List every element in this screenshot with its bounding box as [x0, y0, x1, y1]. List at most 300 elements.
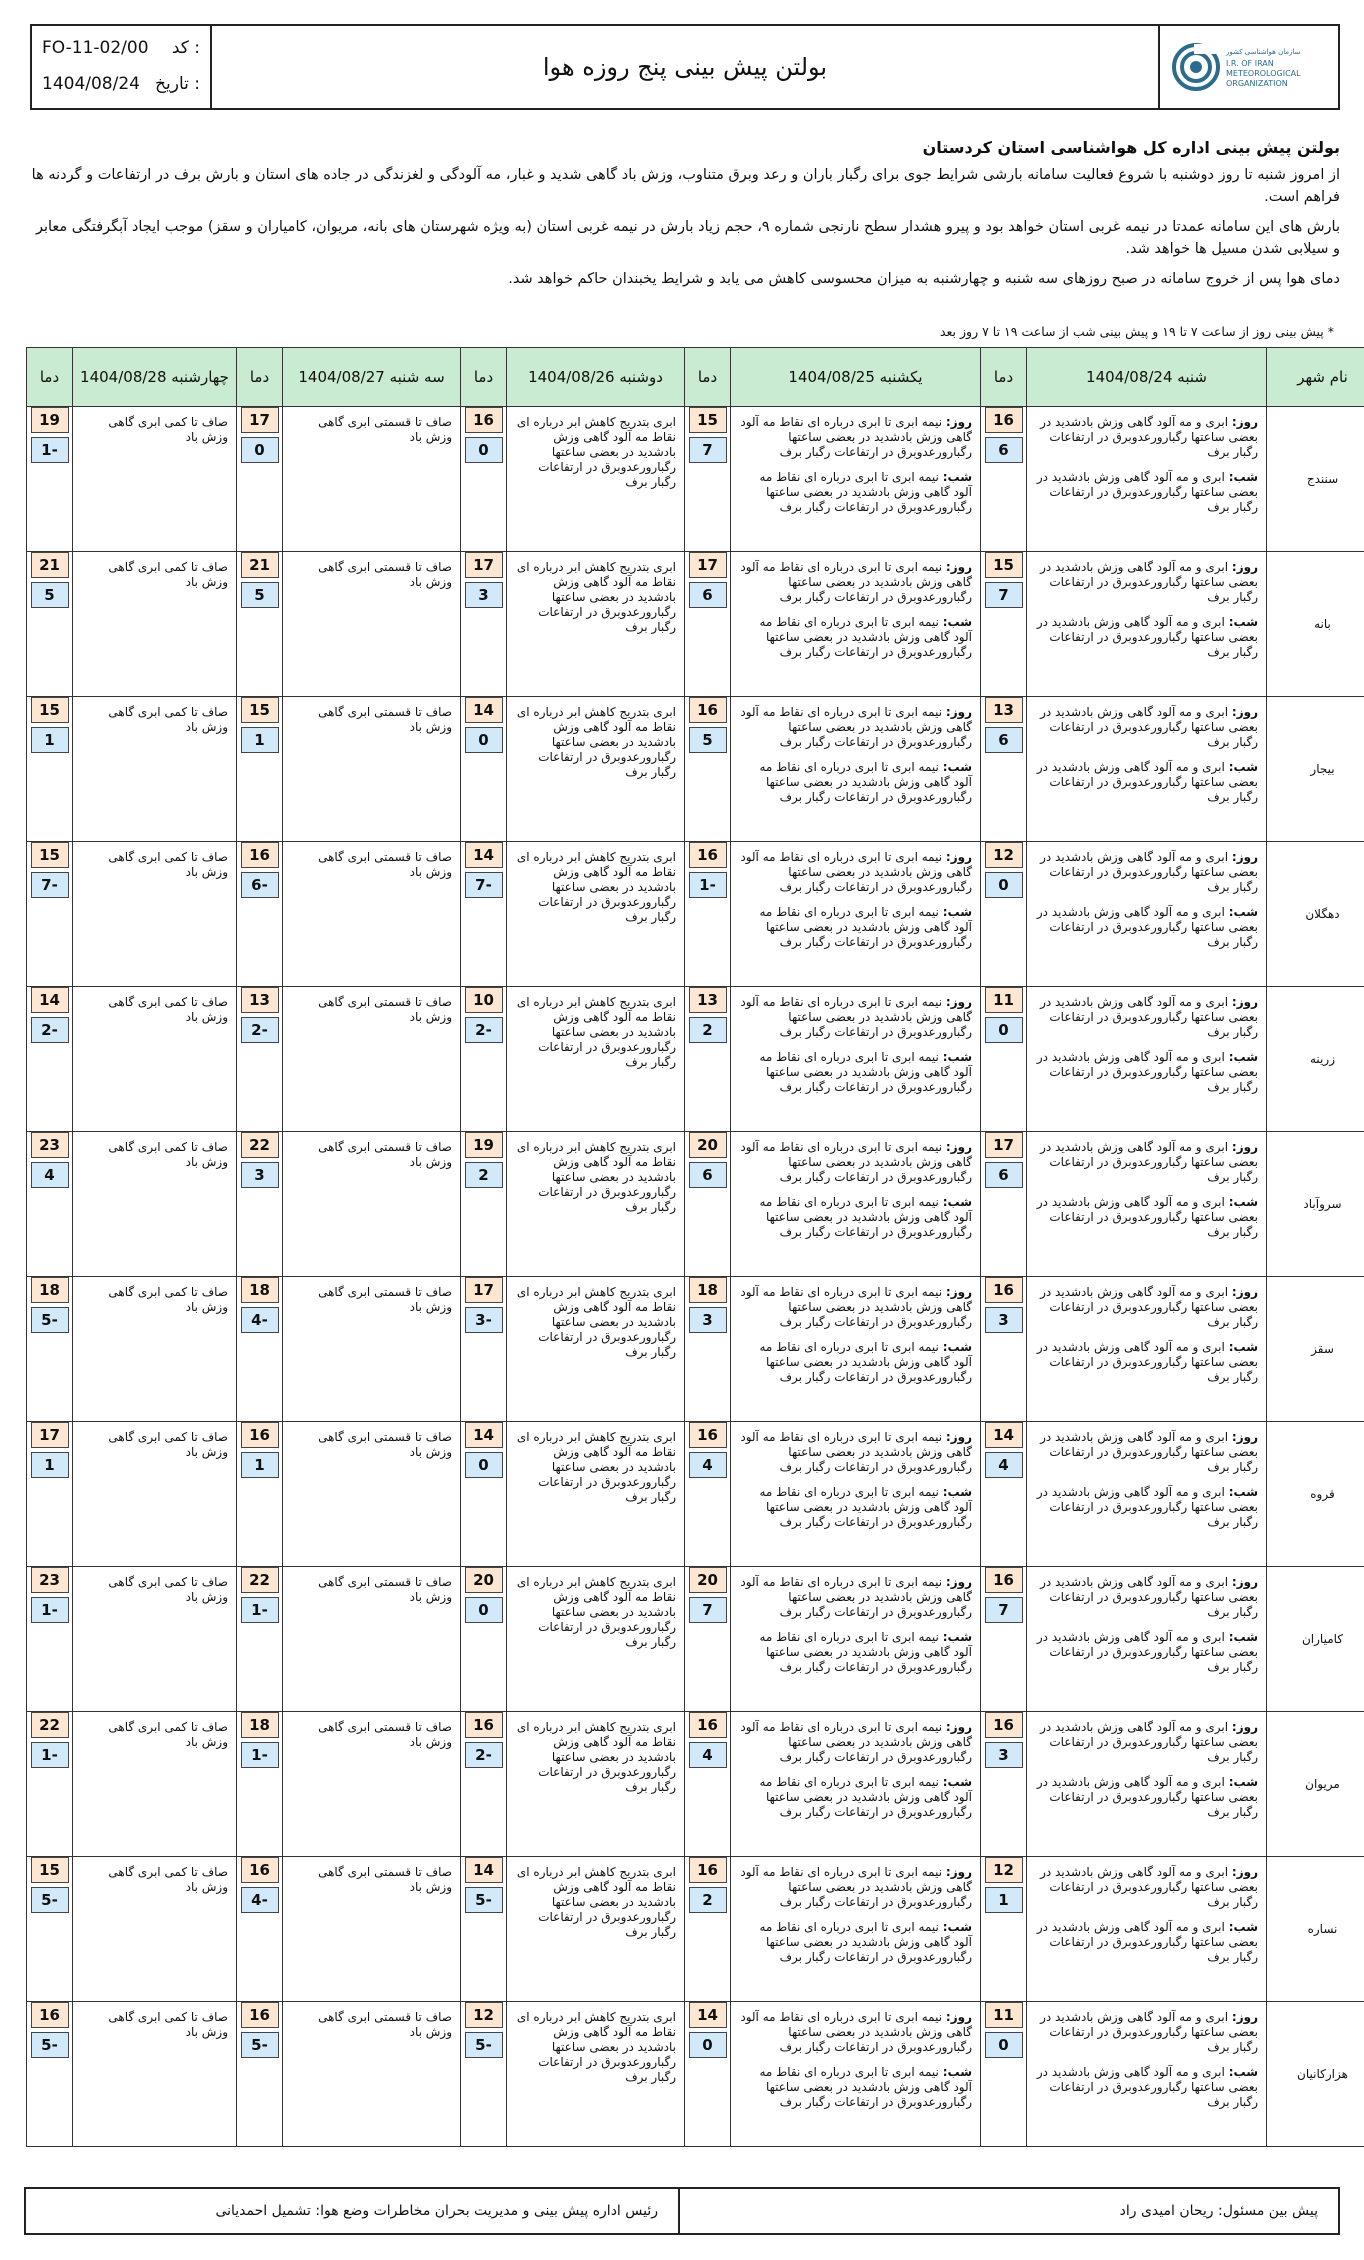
- logo-text-3: ORGANIZATION: [1226, 79, 1288, 88]
- temp-cell: [461, 987, 507, 1132]
- day-forecast: [1035, 850, 1258, 895]
- max-temp: 14: [465, 697, 503, 723]
- night-forecast: [1035, 1340, 1258, 1385]
- table-row: [27, 842, 1364, 987]
- forecast-cell: [73, 987, 237, 1132]
- forecast-text: صاف تا کمی ابری گاهی وزش باد: [108, 560, 228, 589]
- temp-cell: [461, 1277, 507, 1422]
- min-temp: -1: [31, 437, 69, 463]
- min-temp: 6: [985, 437, 1023, 463]
- forecast-text: صاف تا قسمتی ابری گاهی وزش باد: [318, 1865, 452, 1894]
- forecast-cell: [73, 1857, 237, 2002]
- night-forecast: [739, 1195, 972, 1240]
- max-temp: 13: [689, 987, 727, 1013]
- min-temp: 3: [689, 1307, 727, 1333]
- min-temp: 6: [985, 1162, 1023, 1188]
- forecast-text: صاف تا قسمتی ابری گاهی وزش باد: [318, 560, 452, 589]
- max-temp: 16: [31, 2002, 69, 2028]
- max-temp: 18: [241, 1277, 279, 1303]
- min-temp: -2: [31, 1017, 69, 1043]
- night-forecast: [739, 2065, 972, 2110]
- col-temp-3: دما: [461, 348, 507, 407]
- day-text: ابری و مه آلود گاهی وزش بادشدید در بعضی ساعتها رگبارورعدوبرق در ارتفاعات رگبار برف: [1040, 2010, 1258, 2054]
- col-day-5: چهارشنبه 1404/08/28: [73, 348, 237, 407]
- intro-paragraph-3: دمای هوا پس از خروج سامانه در صبح روزهای سه شنبه و چهارشنبه به میزان محسوسی کاهش می یابد و شرایط یخبندان حاکم خواهد شد.: [508, 271, 1340, 287]
- min-temp: -5: [31, 1887, 69, 1913]
- min-temp: -1: [241, 1742, 279, 1768]
- min-temp: 7: [689, 437, 727, 463]
- min-temp: -1: [31, 1742, 69, 1768]
- max-temp: 17: [465, 552, 503, 578]
- forecast-cell: [1027, 1277, 1267, 1422]
- forecast-text: صاف تا قسمتی ابری گاهی وزش باد: [318, 1140, 452, 1169]
- day-label: روز:: [945, 1430, 972, 1444]
- max-temp: 23: [31, 1567, 69, 1593]
- city-name: مریوان: [1267, 1712, 1364, 1857]
- city-name: نساره: [1267, 1857, 1364, 2002]
- night-label: شب:: [1228, 1485, 1258, 1499]
- forecast-cell: [283, 1422, 461, 1567]
- day-forecast: [739, 850, 972, 895]
- max-temp: 17: [689, 552, 727, 578]
- city-name: زرینه: [1267, 987, 1364, 1132]
- table-row: [27, 987, 1364, 1132]
- night-forecast: [739, 1920, 972, 1965]
- day-label: روز:: [945, 2010, 972, 2024]
- day-forecast: [1035, 995, 1258, 1040]
- city-name: قروه: [1267, 1422, 1364, 1567]
- temp-cell: [27, 1277, 73, 1422]
- night-label: شب:: [1228, 1195, 1258, 1209]
- day-label: روز:: [945, 705, 972, 719]
- forecast-cell: [283, 407, 461, 552]
- night-text: نیمه ابری تا ابری درباره ای نقاط مه آلود گاهی وزش بادشدید در بعضی ساعتها رگبارورعدوبرق در ارتفاعات رگبار برف: [759, 1050, 972, 1094]
- forecast-cell: [73, 1712, 237, 1857]
- temp-cell: [981, 987, 1027, 1132]
- day-label: روز:: [1231, 995, 1258, 1009]
- temp-cell: [237, 1132, 283, 1277]
- bulletin-header: [30, 24, 1340, 110]
- temp-cell: [685, 552, 731, 697]
- day-label: روز:: [945, 1285, 972, 1299]
- forecast-cell: [507, 1277, 685, 1422]
- temp-cell: [981, 552, 1027, 697]
- forecast-text: صاف تا کمی ابری گاهی وزش باد: [108, 850, 228, 879]
- temp-cell: [237, 552, 283, 697]
- city-name: هزارکانیان: [1267, 2002, 1364, 2147]
- day-text: نیمه ابری تا ابری درباره ای نقاط مه آلود گاهی وزش بادشدید در بعضی ساعتها رگبارورعدوبرق در ارتفاعات رگبار برف: [740, 2010, 972, 2054]
- min-temp: 6: [985, 727, 1023, 753]
- max-temp: 16: [241, 1857, 279, 1883]
- forecast-text: ابری بتدریج کاهش ابر درباره ای نقاط مه آلود گاهی وزش بادشدید در بعضی ساعتها رگبارورعدوبرق در ارتفاعات رگبار برف: [516, 560, 676, 634]
- day-forecast: [1035, 1430, 1258, 1475]
- max-temp: 11: [985, 987, 1023, 1013]
- temp-cell: [685, 987, 731, 1132]
- day-label: روز:: [1231, 415, 1258, 429]
- forecast-cell: [731, 842, 981, 987]
- max-temp: 16: [689, 842, 727, 868]
- max-temp: 16: [241, 1422, 279, 1448]
- forecast-cell: [73, 1132, 237, 1277]
- min-temp: 4: [985, 1452, 1023, 1478]
- max-temp: 13: [985, 697, 1023, 723]
- forecast-text: صاف تا قسمتی ابری گاهی وزش باد: [318, 705, 452, 734]
- night-label: شب:: [1228, 1340, 1258, 1354]
- forecast-cell: [283, 2002, 461, 2147]
- max-temp: 16: [985, 407, 1023, 433]
- temp-cell: [461, 1712, 507, 1857]
- temp-cell: [27, 697, 73, 842]
- max-temp: 17: [985, 1132, 1023, 1158]
- forecast-cell: [507, 1857, 685, 2002]
- min-temp: 3: [985, 1742, 1023, 1768]
- night-label: شب:: [942, 760, 972, 774]
- day-text: نیمه ابری تا ابری درباره ای نقاط مه آلود گاهی وزش بادشدید در بعضی ساعتها رگبارورعدوبرق در ارتفاعات رگبار برف: [740, 560, 972, 604]
- forecast-cell: [507, 842, 685, 987]
- night-label: شب:: [1228, 470, 1258, 484]
- forecast-cell: [507, 2002, 685, 2147]
- min-temp: 2: [465, 1162, 503, 1188]
- temp-cell: [237, 842, 283, 987]
- forecast-cell: [1027, 987, 1267, 1132]
- night-text: نیمه ابری تا ابری درباره ای نقاط مه آلود گاهی وزش بادشدید در بعضی ساعتها رگبارورعدوبرق در ارتفاعات رگبار برف: [759, 1485, 972, 1529]
- table-row: [27, 1857, 1364, 2002]
- day-forecast: [739, 1865, 972, 1910]
- forecast-cell: [507, 697, 685, 842]
- day-forecast: [739, 1575, 972, 1620]
- min-temp: -5: [465, 2032, 503, 2058]
- max-temp: 19: [465, 1132, 503, 1158]
- max-temp: 12: [465, 2002, 503, 2028]
- day-forecast: [1035, 560, 1258, 605]
- temp-cell: [685, 1422, 731, 1567]
- day-forecast: [1035, 1575, 1258, 1620]
- forecast-text: ابری بتدریج کاهش ابر درباره ای نقاط مه آلود گاهی وزش بادشدید در بعضی ساعتها رگبارورعدوبرق در ارتفاعات رگبار برف: [516, 850, 676, 924]
- day-text: ابری و مه آلود گاهی وزش بادشدید در بعضی ساعتها رگبارورعدوبرق در ارتفاعات رگبار برف: [1040, 705, 1258, 749]
- intro-paragraph-1: از امروز شنبه تا روز دوشنبه با شروع فعالیت سامانه بارشی شرایط جوی برای رگبار باران و رعد وبرق متناوب، وزش باد گاهی شدید و غبار، مه آلودگی و لغزندگی در جاده های استان و بارش برف در ارتفاعات و گردنه ها فراهم است.: [31, 167, 1340, 205]
- night-text: ابری و مه آلود گاهی وزش بادشدید در بعضی ساعتها رگبارورعدوبرق در ارتفاعات رگبار برف: [1036, 470, 1258, 514]
- forecast-text: ابری بتدریج کاهش ابر درباره ای نقاط مه آلود گاهی وزش بادشدید در بعضی ساعتها رگبارورعدوبرق در ارتفاعات رگبار برف: [516, 1865, 676, 1939]
- city-name: دهگلان: [1267, 842, 1364, 987]
- night-forecast: [739, 1050, 972, 1095]
- day-text: ابری و مه آلود گاهی وزش بادشدید در بعضی ساعتها رگبارورعدوبرق در ارتفاعات رگبار برف: [1040, 560, 1258, 604]
- forecast-cell: [283, 1857, 461, 2002]
- day-text: نیمه ابری تا ابری درباره ای نقاط مه آلود گاهی وزش بادشدید در بعضی ساعتها رگبارورعدوبرق در ارتفاعات رگبار برف: [740, 1430, 972, 1474]
- code-value: FO-11-02/00: [42, 38, 149, 58]
- min-temp: -2: [465, 1742, 503, 1768]
- max-temp: 16: [689, 697, 727, 723]
- day-forecast: [1035, 1865, 1258, 1910]
- min-temp: -7: [31, 872, 69, 898]
- min-temp: 2: [689, 1887, 727, 1913]
- night-label: شب:: [1228, 905, 1258, 919]
- max-temp: 14: [689, 2002, 727, 2028]
- day-label: روز:: [945, 1865, 972, 1879]
- night-label: شب:: [942, 1340, 972, 1354]
- max-temp: 16: [985, 1567, 1023, 1593]
- day-label: روز:: [945, 560, 972, 574]
- forecast-cell: [507, 987, 685, 1132]
- night-text: نیمه ابری تا ابری درباره ای نقاط مه آلود گاهی وزش بادشدید در بعضی ساعتها رگبارورعدوبرق در ارتفاعات رگبار برف: [759, 760, 972, 804]
- day-label: روز:: [1231, 850, 1258, 864]
- forecast-text: صاف تا قسمتی ابری گاهی وزش باد: [318, 1430, 452, 1459]
- night-label: شب:: [942, 1050, 972, 1064]
- night-label: شب:: [942, 1630, 972, 1644]
- min-temp: 7: [985, 1597, 1023, 1623]
- forecast-text: صاف تا کمی ابری گاهی وزش باد: [108, 1575, 228, 1604]
- forecast-cell: [507, 1132, 685, 1277]
- day-text: ابری و مه آلود گاهی وزش بادشدید در بعضی ساعتها رگبارورعدوبرق در ارتفاعات رگبار برف: [1040, 415, 1258, 459]
- max-temp: 15: [241, 697, 279, 723]
- forecast-cell: [283, 1132, 461, 1277]
- max-temp: 23: [31, 1132, 69, 1158]
- forecast-cell: [507, 1567, 685, 1712]
- city-name: بیجار: [1267, 697, 1364, 842]
- temp-cell: [981, 842, 1027, 987]
- table-row: [27, 1712, 1364, 1857]
- forecast-text: صاف تا قسمتی ابری گاهی وزش باد: [318, 1720, 452, 1749]
- min-temp: -5: [31, 1307, 69, 1333]
- max-temp: 18: [241, 1712, 279, 1738]
- day-text: ابری و مه آلود گاهی وزش بادشدید در بعضی ساعتها رگبارورعدوبرق در ارتفاعات رگبار برف: [1040, 850, 1258, 894]
- night-forecast: [739, 760, 972, 805]
- day-label: روز:: [1231, 1865, 1258, 1879]
- day-text: ابری و مه آلود گاهی وزش بادشدید در بعضی ساعتها رگبارورعدوبرق در ارتفاعات رگبار برف: [1040, 995, 1258, 1039]
- max-temp: 14: [465, 1857, 503, 1883]
- night-forecast: [1035, 1050, 1258, 1095]
- night-label: شب:: [942, 1920, 972, 1934]
- forecast-text: ابری بتدریج کاهش ابر درباره ای نقاط مه آلود گاهی وزش بادشدید در بعضی ساعتها رگبارورعدوبرق در ارتفاعات رگبار برف: [516, 1140, 676, 1214]
- forecast-cell: [283, 1712, 461, 1857]
- night-text: ابری و مه آلود گاهی وزش بادشدید در بعضی ساعتها رگبارورعدوبرق در ارتفاعات رگبار برف: [1036, 2065, 1258, 2109]
- min-temp: 6: [689, 1162, 727, 1188]
- temp-cell: [981, 1712, 1027, 1857]
- forecast-text: صاف تا قسمتی ابری گاهی وزش باد: [318, 1575, 452, 1604]
- table-row: [27, 1422, 1364, 1567]
- date-value: 1404/08/24: [42, 74, 140, 94]
- forecast-cell: [731, 1277, 981, 1422]
- temp-cell: [27, 987, 73, 1132]
- night-text: ابری و مه آلود گاهی وزش بادشدید در بعضی ساعتها رگبارورعدوبرق در ارتفاعات رگبار برف: [1036, 1050, 1258, 1094]
- day-label: روز:: [1231, 2010, 1258, 2024]
- forecast-cell: [507, 407, 685, 552]
- forecast-text: صاف تا قسمتی ابری گاهی وزش باد: [318, 995, 452, 1024]
- temp-cell: [27, 1857, 73, 2002]
- day-label: روز:: [1231, 1430, 1258, 1444]
- col-temp-5: دما: [27, 348, 73, 407]
- night-forecast: [739, 1485, 972, 1530]
- chief-name: رئیس اداره پیش بینی و مدیریت بحران مخاطرات وضع هوا: تشمیل احمدیانی: [215, 2203, 658, 2219]
- page-title: بولتن پیش بینی پنج روزه هوا: [542, 53, 828, 81]
- temp-cell: [685, 1277, 731, 1422]
- forecast-cell: [1027, 842, 1267, 987]
- forecast-cell: [731, 407, 981, 552]
- col-day-4: سه شنبه 1404/08/27: [283, 348, 461, 407]
- night-text: نیمه ابری تا ابری درباره ای نقاط مه آلود گاهی وزش بادشدید در بعضی ساعتها رگبارورعدوبرق در ارتفاعات رگبار برف: [759, 615, 972, 659]
- signature-footer: [24, 2187, 1340, 2235]
- max-temp: 14: [985, 1422, 1023, 1448]
- col-day-3: دوشنبه 1404/08/26: [507, 348, 685, 407]
- col-temp-4: دما: [237, 348, 283, 407]
- table-row: [27, 1567, 1364, 1712]
- max-temp: 21: [241, 552, 279, 578]
- temp-cell: [981, 407, 1027, 552]
- min-temp: 1: [241, 727, 279, 753]
- forecast-cell: [731, 1712, 981, 1857]
- night-text: نیمه ابری تا ابری درباره ای نقاط مه آلود گاهی وزش بادشدید در بعضی ساعتها رگبارورعدوبرق در ارتفاعات رگبار برف: [759, 2065, 972, 2109]
- night-text: نیمه ابری تا ابری درباره ای نقاط مه آلود گاهی وزش بادشدید در بعضی ساعتها رگبارورعدوبرق در ارتفاعات رگبار برف: [759, 1920, 972, 1964]
- forecast-cell: [507, 1712, 685, 1857]
- min-temp: 0: [985, 2032, 1023, 2058]
- night-text: نیمه ابری تا ابری درباره ای نقاط مه آلود گاهی وزش بادشدید در بعضی ساعتها رگبارورعدوبرق در ارتفاعات رگبار برف: [759, 1630, 972, 1674]
- day-forecast: [739, 1285, 972, 1330]
- forecast-text: صاف تا قسمتی ابری گاهی وزش باد: [318, 1285, 452, 1314]
- day-text: ابری و مه آلود گاهی وزش بادشدید در بعضی ساعتها رگبارورعدوبرق در ارتفاعات رگبار برف: [1040, 1430, 1258, 1474]
- forecast-text: صاف تا کمی ابری گاهی وزش باد: [108, 1140, 228, 1169]
- max-temp: 15: [31, 1857, 69, 1883]
- forecast-text: ابری بتدریج کاهش ابر درباره ای نقاط مه آلود گاهی وزش بادشدید در بعضی ساعتها رگبارورعدوبرق در ارتفاعات رگبار برف: [516, 1285, 676, 1359]
- max-temp: 16: [241, 2002, 279, 2028]
- temp-cell: [685, 1857, 731, 2002]
- temp-cell: [237, 1277, 283, 1422]
- max-temp: 15: [31, 697, 69, 723]
- temp-cell: [27, 1132, 73, 1277]
- night-forecast: [1035, 1920, 1258, 1965]
- night-label: شب:: [942, 1485, 972, 1499]
- forecast-cell: [73, 1277, 237, 1422]
- night-forecast: [1035, 615, 1258, 660]
- max-temp: 16: [689, 1857, 727, 1883]
- night-text: نیمه ابری تا ابری درباره ای نقاط مه آلود گاهی وزش بادشدید در بعضی ساعتها رگبارورعدوبرق در ارتفاعات رگبار برف: [759, 1340, 972, 1384]
- min-temp: 7: [689, 1597, 727, 1623]
- city-name: بانه: [1267, 552, 1364, 697]
- forecast-cell: [731, 552, 981, 697]
- min-temp: 4: [31, 1162, 69, 1188]
- day-label: روز:: [945, 995, 972, 1009]
- temp-cell: [27, 1712, 73, 1857]
- temp-cell: [461, 1132, 507, 1277]
- temp-cell: [461, 552, 507, 697]
- night-text: ابری و مه آلود گاهی وزش بادشدید در بعضی ساعتها رگبارورعدوبرق در ارتفاعات رگبار برف: [1036, 1195, 1258, 1239]
- day-text: ابری و مه آلود گاهی وزش بادشدید در بعضی ساعتها رگبارورعدوبرق در ارتفاعات رگبار برف: [1040, 1285, 1258, 1329]
- forecast-text: ابری بتدریج کاهش ابر درباره ای نقاط مه آلود گاهی وزش بادشدید در بعضی ساعتها رگبارورعدوبرق در ارتفاعات رگبار برف: [516, 995, 676, 1069]
- min-temp: 5: [689, 727, 727, 753]
- temp-cell: [685, 2002, 731, 2147]
- logo-text-2: METEOROLOGICAL: [1226, 69, 1301, 78]
- max-temp: 12: [985, 1857, 1023, 1883]
- max-temp: 20: [689, 1132, 727, 1158]
- day-text: نیمه ابری تا ابری درباره ای نقاط مه آلود گاهی وزش بادشدید در بعضی ساعتها رگبارورعدوبرق در ارتفاعات رگبار برف: [740, 1865, 972, 1909]
- night-label: شب:: [1228, 1920, 1258, 1934]
- night-forecast: [739, 615, 972, 660]
- forecast-text: صاف تا کمی ابری گاهی وزش باد: [108, 705, 228, 734]
- max-temp: 16: [465, 407, 503, 433]
- forecast-cell: [73, 842, 237, 987]
- forecast-cell: [1027, 1422, 1267, 1567]
- min-temp: 1: [985, 1887, 1023, 1913]
- forecast-text: ابری بتدریج کاهش ابر درباره ای نقاط مه آلود گاهی وزش بادشدید در بعضی ساعتها رگبارورعدوبرق در ارتفاعات رگبار برف: [516, 1575, 676, 1649]
- max-temp: 16: [689, 1422, 727, 1448]
- forecast-cell: [73, 1567, 237, 1712]
- forecast-text: صاف تا کمی ابری گاهی وزش باد: [108, 1285, 228, 1314]
- forecast-cell: [731, 2002, 981, 2147]
- temp-cell: [237, 1857, 283, 2002]
- min-temp: 4: [689, 1742, 727, 1768]
- temp-cell: [685, 1712, 731, 1857]
- temp-cell: [981, 1422, 1027, 1567]
- max-temp: 16: [241, 842, 279, 868]
- max-temp: 10: [465, 987, 503, 1013]
- temp-cell: [981, 1132, 1027, 1277]
- temp-cell: [981, 697, 1027, 842]
- max-temp: 15: [985, 552, 1023, 578]
- temp-cell: [237, 407, 283, 552]
- temp-cell: [981, 2002, 1027, 2147]
- day-text: ابری و مه آلود گاهی وزش بادشدید در بعضی ساعتها رگبارورعدوبرق در ارتفاعات رگبار برف: [1040, 1575, 1258, 1619]
- forecast-cell: [283, 1567, 461, 1712]
- night-label: شب:: [1228, 1775, 1258, 1789]
- day-forecast: [739, 2010, 972, 2055]
- day-label: روز:: [1231, 1575, 1258, 1589]
- night-text: ابری و مه آلود گاهی وزش بادشدید در بعضی ساعتها رگبارورعدوبرق در ارتفاعات رگبار برف: [1036, 1775, 1258, 1819]
- night-label: شب:: [942, 470, 972, 484]
- forecast-cell: [1027, 1567, 1267, 1712]
- forecast-text: صاف تا قسمتی ابری گاهی وزش باد: [318, 415, 452, 444]
- forecast-text: صاف تا کمی ابری گاهی وزش باد: [108, 2010, 228, 2039]
- day-forecast: [739, 1720, 972, 1765]
- max-temp: 16: [985, 1277, 1023, 1303]
- forecast-cell: [283, 552, 461, 697]
- max-temp: 14: [465, 1422, 503, 1448]
- forecast-cell: [73, 407, 237, 552]
- min-temp: -2: [241, 1017, 279, 1043]
- col-temp-2: دما: [685, 348, 731, 407]
- max-temp: 22: [241, 1567, 279, 1593]
- day-text: ابری و مه آلود گاهی وزش بادشدید در بعضی ساعتها رگبارورعدوبرق در ارتفاعات رگبار برف: [1040, 1140, 1258, 1184]
- night-label: شب:: [1228, 1630, 1258, 1644]
- day-label: روز:: [1231, 1285, 1258, 1299]
- forecast-cell: [1027, 1712, 1267, 1857]
- min-temp: 3: [465, 582, 503, 608]
- night-text: ابری و مه آلود گاهی وزش بادشدید در بعضی ساعتها رگبارورعدوبرق در ارتفاعات رگبار برف: [1036, 905, 1258, 949]
- min-temp: -2: [465, 1017, 503, 1043]
- day-label: روز:: [945, 850, 972, 864]
- table-row: [27, 1277, 1364, 1422]
- forecast-text: صاف تا قسمتی ابری گاهی وزش باد: [318, 850, 452, 879]
- night-forecast: [739, 470, 972, 515]
- max-temp: 18: [689, 1277, 727, 1303]
- temp-cell: [27, 842, 73, 987]
- day-forecast: [1035, 705, 1258, 750]
- forecast-time-note: * پیش بینی روز از ساعت ۷ تا ۱۹ و پیش بینی شب از ساعت ۱۹ تا ۷ روز بعد: [939, 324, 1334, 339]
- city-name: سقز: [1267, 1277, 1364, 1422]
- forecast-cell: [73, 1422, 237, 1567]
- col-city: نام شهر: [1267, 348, 1364, 407]
- temp-cell: [237, 987, 283, 1132]
- min-temp: -1: [689, 872, 727, 898]
- night-label: شب:: [942, 615, 972, 629]
- day-text: نیمه ابری تا ابری درباره ای نقاط مه آلود گاهی وزش بادشدید در بعضی ساعتها رگبارورعدوبرق در ارتفاعات رگبار برف: [740, 995, 972, 1039]
- max-temp: 19: [31, 407, 69, 433]
- max-temp: 20: [465, 1567, 503, 1593]
- min-temp: -1: [241, 1597, 279, 1623]
- min-temp: 1: [31, 1452, 69, 1478]
- forecast-cell: [731, 1857, 981, 2002]
- night-text: ابری و مه آلود گاهی وزش بادشدید در بعضی ساعتها رگبارورعدوبرق در ارتفاعات رگبار برف: [1036, 615, 1258, 659]
- day-forecast: [1035, 1720, 1258, 1765]
- forecast-cell: [1027, 697, 1267, 842]
- min-temp: 5: [31, 582, 69, 608]
